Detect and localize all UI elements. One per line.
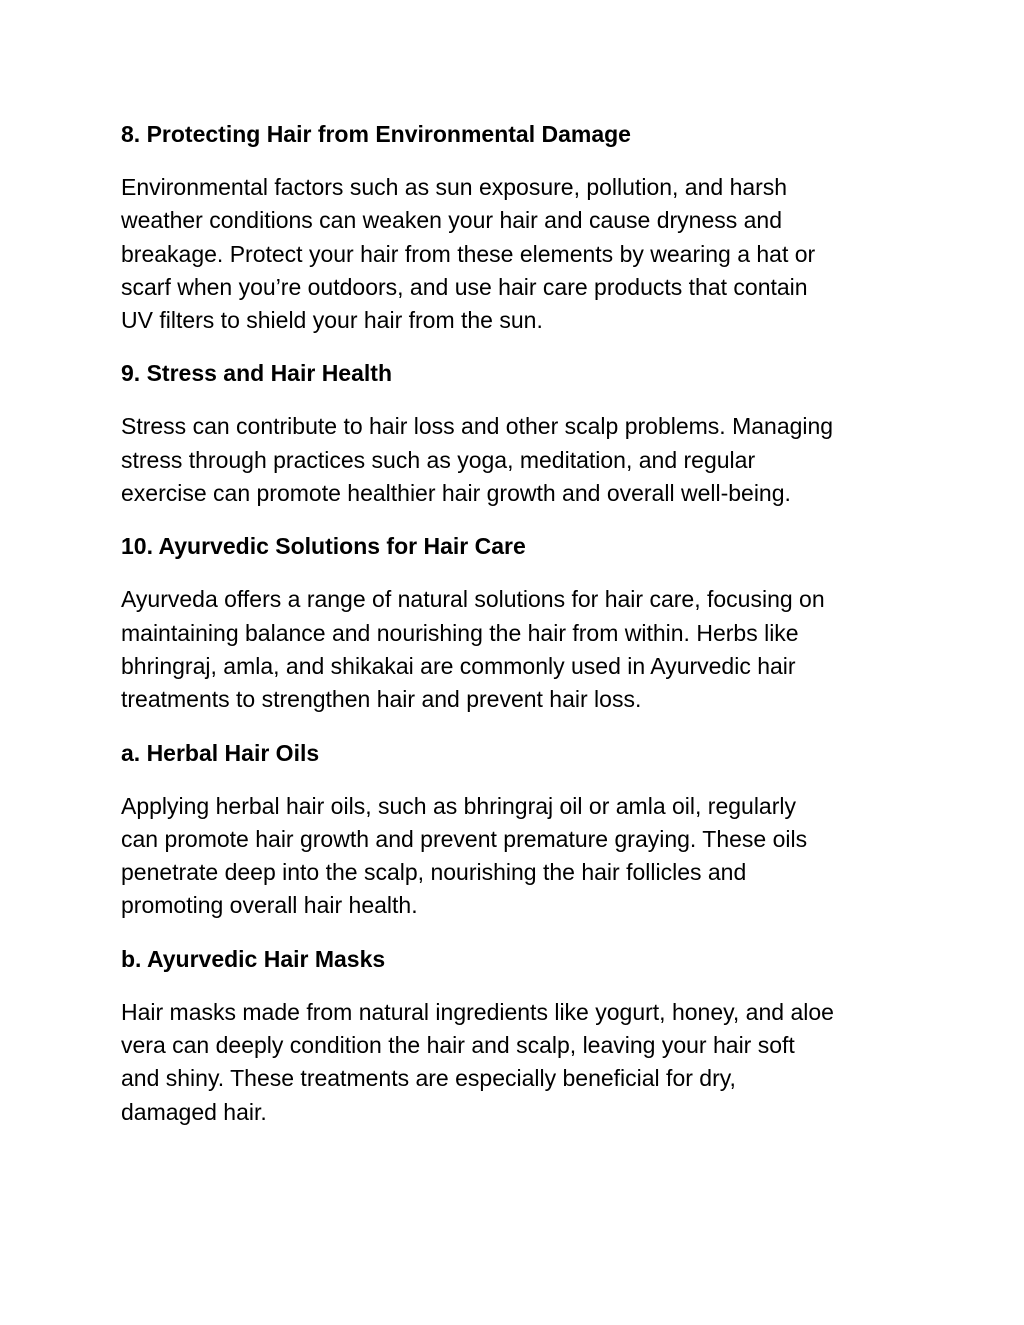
- paragraph-line: weather conditions can weaken your hair and cause dryness and: [121, 207, 783, 234]
- paragraph-line: scarf when you’re outdoors, and use hair care products that contain: [121, 273, 808, 300]
- paragraph-environmental-damage: [121, 171, 911, 337]
- section-heading-stress: 9. Stress and Hair Health: [121, 360, 392, 387]
- paragraph-stress: [121, 410, 911, 510]
- paragraph-line: bhringraj, amla, and shikakai are commonly used in Ayurvedic hair: [121, 652, 796, 679]
- paragraph-hair-masks: [121, 996, 911, 1129]
- section-heading-hair-masks: b. Ayurvedic Hair Masks: [121, 945, 386, 972]
- document-page: [121, 118, 911, 1149]
- paragraph-line: treatments to strengthen hair and prevent hair loss.: [121, 686, 642, 713]
- paragraph-herbal-oils: [121, 790, 911, 923]
- paragraph-line: penetrate deep into the scalp, nourishing the hair follicles and: [121, 859, 747, 886]
- section-heading-environmental-damage: 8. Protecting Hair from Environmental Damage: [121, 121, 631, 147]
- paragraph-line: Environmental factors such as sun exposure, pollution, and harsh: [121, 174, 788, 200]
- paragraph-line: and shiny. These treatments are especially beneficial for dry,: [121, 1065, 736, 1092]
- paragraph-line: damaged hair.: [121, 1098, 267, 1125]
- paragraph-line: stress through practices such as yoga, meditation, and regular: [121, 446, 756, 473]
- paragraph-ayurvedic-solutions: [121, 583, 911, 716]
- paragraph-line: can promote hair growth and prevent premature graying. These oils: [121, 825, 808, 852]
- section-heading-herbal-oils: a. Herbal Hair Oils: [121, 739, 320, 766]
- paragraph-line: Hair masks made from natural ingredients like yogurt, honey, and aloe: [121, 998, 834, 1025]
- paragraph-line: UV filters to shield your hair from the sun.: [121, 307, 543, 334]
- paragraph-line: Stress can contribute to hair loss and other scalp problems. Managing: [121, 413, 834, 440]
- paragraph-line: promoting overall hair health.: [121, 892, 418, 919]
- paragraph-line: Ayurveda offers a range of natural solutions for hair care, focusing on: [121, 586, 825, 613]
- paragraph-line: Applying herbal hair oils, such as bhringraj oil or amla oil, regularly: [121, 792, 796, 819]
- paragraph-line: exercise can promote healthier hair growth and overall well-being.: [121, 480, 791, 507]
- paragraph-line: maintaining balance and nourishing the hair from within. Herbs like: [121, 619, 799, 646]
- paragraph-line: vera can deeply condition the hair and scalp, leaving your hair soft: [121, 1032, 795, 1059]
- section-heading-ayurvedic-solutions: 10. Ayurvedic Solutions for Hair Care: [121, 533, 526, 560]
- paragraph-line: breakage. Protect your hair from these elements by wearing a hat or: [121, 240, 816, 267]
